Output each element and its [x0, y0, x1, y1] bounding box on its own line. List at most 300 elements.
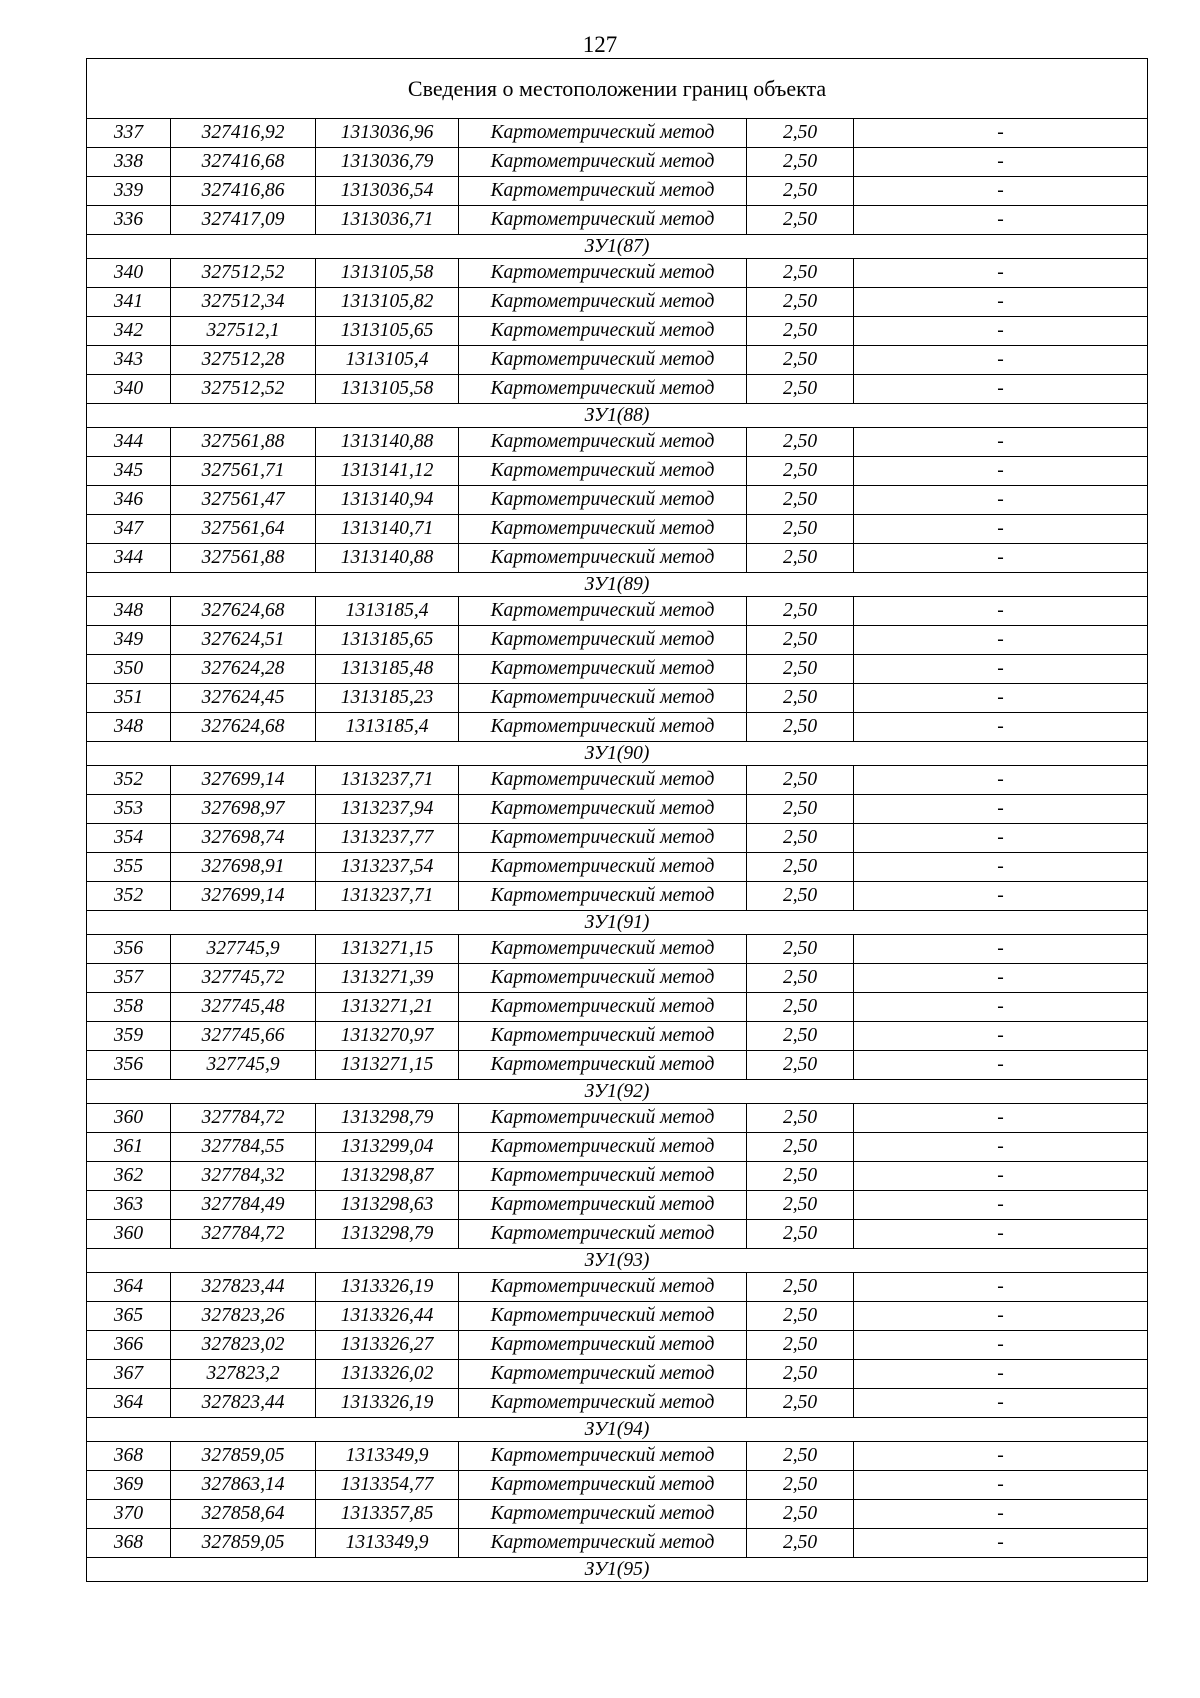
section-label: ЗУ1(90) [87, 742, 1148, 766]
description-cell: - [854, 317, 1148, 346]
y-coordinate-cell: 1313349,9 [316, 1529, 459, 1558]
method-cell: Картометрический метод [459, 177, 747, 206]
y-coordinate-cell: 1313298,87 [316, 1162, 459, 1191]
point-number-cell: 345 [87, 457, 171, 486]
method-cell: Картометрический метод [459, 824, 747, 853]
section-label: ЗУ1(89) [87, 573, 1148, 597]
accuracy-cell: 2,50 [747, 853, 854, 882]
point-number-cell: 343 [87, 346, 171, 375]
y-coordinate-cell: 1313140,94 [316, 486, 459, 515]
accuracy-cell: 2,50 [747, 1104, 854, 1133]
x-coordinate-cell: 327823,44 [171, 1273, 316, 1302]
accuracy-cell: 2,50 [747, 375, 854, 404]
table-row [87, 1191, 1148, 1220]
point-number-cell: 364 [87, 1273, 171, 1302]
method-cell: Картометрический метод [459, 935, 747, 964]
x-coordinate-cell: 327624,68 [171, 713, 316, 742]
table-title-row [87, 59, 1148, 119]
table-row [87, 935, 1148, 964]
description-cell: - [854, 1191, 1148, 1220]
description-cell: - [854, 1220, 1148, 1249]
point-number-cell: 340 [87, 375, 171, 404]
section-row [87, 573, 1148, 597]
x-coordinate-cell: 327416,86 [171, 177, 316, 206]
table-row [87, 544, 1148, 573]
table-row [87, 119, 1148, 148]
description-cell: - [854, 1500, 1148, 1529]
description-cell: - [854, 457, 1148, 486]
table-row [87, 1104, 1148, 1133]
method-cell: Картометрический метод [459, 1360, 747, 1389]
accuracy-cell: 2,50 [747, 1051, 854, 1080]
description-cell: - [854, 655, 1148, 684]
table-row [87, 1360, 1148, 1389]
description-cell: - [854, 684, 1148, 713]
method-cell: Картометрический метод [459, 544, 747, 573]
description-cell: - [854, 1302, 1148, 1331]
method-cell: Картометрический метод [459, 206, 747, 235]
y-coordinate-cell: 1313105,58 [316, 259, 459, 288]
y-coordinate-cell: 1313349,9 [316, 1442, 459, 1471]
method-cell: Картометрический метод [459, 1389, 747, 1418]
x-coordinate-cell: 327512,52 [171, 259, 316, 288]
point-number-cell: 364 [87, 1389, 171, 1418]
table-row [87, 1051, 1148, 1080]
description-cell: - [854, 597, 1148, 626]
accuracy-cell: 2,50 [747, 713, 854, 742]
y-coordinate-cell: 1313271,15 [316, 1051, 459, 1080]
section-label: ЗУ1(92) [87, 1080, 1148, 1104]
x-coordinate-cell: 327863,14 [171, 1471, 316, 1500]
table-row [87, 882, 1148, 911]
point-number-cell: 356 [87, 935, 171, 964]
description-cell: - [854, 1360, 1148, 1389]
y-coordinate-cell: 1313185,4 [316, 713, 459, 742]
method-cell: Картометрический метод [459, 1331, 747, 1360]
accuracy-cell: 2,50 [747, 206, 854, 235]
x-coordinate-cell: 327561,64 [171, 515, 316, 544]
method-cell: Картометрический метод [459, 882, 747, 911]
section-label: ЗУ1(87) [87, 235, 1148, 259]
point-number-cell: 360 [87, 1220, 171, 1249]
method-cell: Картометрический метод [459, 515, 747, 544]
method-cell: Картометрический метод [459, 1273, 747, 1302]
accuracy-cell: 2,50 [747, 259, 854, 288]
y-coordinate-cell: 1313298,79 [316, 1220, 459, 1249]
table-row [87, 853, 1148, 882]
table-row [87, 486, 1148, 515]
table-row [87, 317, 1148, 346]
x-coordinate-cell: 327561,88 [171, 544, 316, 573]
x-coordinate-cell: 327823,02 [171, 1331, 316, 1360]
y-coordinate-cell: 1313036,54 [316, 177, 459, 206]
description-cell: - [854, 119, 1148, 148]
x-coordinate-cell: 327624,68 [171, 597, 316, 626]
y-coordinate-cell: 1313105,4 [316, 346, 459, 375]
point-number-cell: 348 [87, 597, 171, 626]
section-row [87, 742, 1148, 766]
table-row [87, 177, 1148, 206]
accuracy-cell: 2,50 [747, 1133, 854, 1162]
table-row [87, 964, 1148, 993]
x-coordinate-cell: 327698,97 [171, 795, 316, 824]
description-cell: - [854, 626, 1148, 655]
description-cell: - [854, 1162, 1148, 1191]
method-cell: Картометрический метод [459, 766, 747, 795]
x-coordinate-cell: 327417,09 [171, 206, 316, 235]
y-coordinate-cell: 1313141,12 [316, 457, 459, 486]
method-cell: Картометрический метод [459, 317, 747, 346]
table-row [87, 1220, 1148, 1249]
description-cell: - [854, 1051, 1148, 1080]
y-coordinate-cell: 1313326,19 [316, 1389, 459, 1418]
point-number-cell: 357 [87, 964, 171, 993]
table-row [87, 259, 1148, 288]
table-row [87, 428, 1148, 457]
description-cell: - [854, 206, 1148, 235]
x-coordinate-cell: 327512,34 [171, 288, 316, 317]
accuracy-cell: 2,50 [747, 1529, 854, 1558]
description-cell: - [854, 1389, 1148, 1418]
y-coordinate-cell: 1313140,88 [316, 428, 459, 457]
y-coordinate-cell: 1313185,23 [316, 684, 459, 713]
point-number-cell: 340 [87, 259, 171, 288]
table-row [87, 1529, 1148, 1558]
accuracy-cell: 2,50 [747, 1442, 854, 1471]
x-coordinate-cell: 327858,64 [171, 1500, 316, 1529]
accuracy-cell: 2,50 [747, 1220, 854, 1249]
x-coordinate-cell: 327698,74 [171, 824, 316, 853]
accuracy-cell: 2,50 [747, 317, 854, 346]
description-cell: - [854, 1331, 1148, 1360]
accuracy-cell: 2,50 [747, 1162, 854, 1191]
table-row [87, 1162, 1148, 1191]
accuracy-cell: 2,50 [747, 1500, 854, 1529]
point-number-cell: 362 [87, 1162, 171, 1191]
point-number-cell: 339 [87, 177, 171, 206]
method-cell: Картометрический метод [459, 655, 747, 684]
x-coordinate-cell: 327745,66 [171, 1022, 316, 1051]
table-row [87, 1022, 1148, 1051]
x-coordinate-cell: 327416,92 [171, 119, 316, 148]
y-coordinate-cell: 1313105,65 [316, 317, 459, 346]
point-number-cell: 358 [87, 993, 171, 1022]
accuracy-cell: 2,50 [747, 824, 854, 853]
accuracy-cell: 2,50 [747, 935, 854, 964]
method-cell: Картометрический метод [459, 1471, 747, 1500]
section-row [87, 235, 1148, 259]
x-coordinate-cell: 327698,91 [171, 853, 316, 882]
section-label: ЗУ1(93) [87, 1249, 1148, 1273]
y-coordinate-cell: 1313105,58 [316, 375, 459, 404]
description-cell: - [854, 428, 1148, 457]
y-coordinate-cell: 1313326,27 [316, 1331, 459, 1360]
y-coordinate-cell: 1313298,63 [316, 1191, 459, 1220]
method-cell: Картометрический метод [459, 713, 747, 742]
method-cell: Картометрический метод [459, 597, 747, 626]
table-row [87, 288, 1148, 317]
accuracy-cell: 2,50 [747, 964, 854, 993]
x-coordinate-cell: 327784,49 [171, 1191, 316, 1220]
section-label: ЗУ1(91) [87, 911, 1148, 935]
y-coordinate-cell: 1313271,21 [316, 993, 459, 1022]
table-row [87, 206, 1148, 235]
y-coordinate-cell: 1313036,96 [316, 119, 459, 148]
accuracy-cell: 2,50 [747, 1022, 854, 1051]
method-cell: Картометрический метод [459, 346, 747, 375]
method-cell: Картометрический метод [459, 375, 747, 404]
x-coordinate-cell: 327699,14 [171, 766, 316, 795]
table-row [87, 1133, 1148, 1162]
y-coordinate-cell: 1313105,82 [316, 288, 459, 317]
accuracy-cell: 2,50 [747, 1273, 854, 1302]
description-cell: - [854, 993, 1148, 1022]
point-number-cell: 344 [87, 544, 171, 573]
section-row [87, 1558, 1148, 1582]
description-cell: - [854, 544, 1148, 573]
table-row [87, 597, 1148, 626]
section-label: ЗУ1(88) [87, 404, 1148, 428]
x-coordinate-cell: 327561,88 [171, 428, 316, 457]
description-cell: - [854, 1273, 1148, 1302]
table-row [87, 766, 1148, 795]
table-row [87, 375, 1148, 404]
table-row [87, 655, 1148, 684]
accuracy-cell: 2,50 [747, 177, 854, 206]
point-number-cell: 369 [87, 1471, 171, 1500]
method-cell: Картометрический метод [459, 119, 747, 148]
point-number-cell: 360 [87, 1104, 171, 1133]
y-coordinate-cell: 1313326,19 [316, 1273, 459, 1302]
x-coordinate-cell: 327416,68 [171, 148, 316, 177]
x-coordinate-cell: 327561,47 [171, 486, 316, 515]
description-cell: - [854, 882, 1148, 911]
x-coordinate-cell: 327784,55 [171, 1133, 316, 1162]
point-number-cell: 368 [87, 1442, 171, 1471]
description-cell: - [854, 1133, 1148, 1162]
accuracy-cell: 2,50 [747, 486, 854, 515]
point-number-cell: 344 [87, 428, 171, 457]
y-coordinate-cell: 1313185,4 [316, 597, 459, 626]
accuracy-cell: 2,50 [747, 1331, 854, 1360]
y-coordinate-cell: 1313036,71 [316, 206, 459, 235]
x-coordinate-cell: 327745,9 [171, 935, 316, 964]
table-row [87, 1302, 1148, 1331]
y-coordinate-cell: 1313140,88 [316, 544, 459, 573]
method-cell: Картометрический метод [459, 1500, 747, 1529]
point-number-cell: 349 [87, 626, 171, 655]
table-row [87, 515, 1148, 544]
method-cell: Картометрический метод [459, 259, 747, 288]
x-coordinate-cell: 327624,45 [171, 684, 316, 713]
x-coordinate-cell: 327624,28 [171, 655, 316, 684]
description-cell: - [854, 1529, 1148, 1558]
x-coordinate-cell: 327512,52 [171, 375, 316, 404]
accuracy-cell: 2,50 [747, 544, 854, 573]
point-number-cell: 351 [87, 684, 171, 713]
table-row [87, 713, 1148, 742]
y-coordinate-cell: 1313036,79 [316, 148, 459, 177]
description-cell: - [854, 964, 1148, 993]
accuracy-cell: 2,50 [747, 1191, 854, 1220]
point-number-cell: 342 [87, 317, 171, 346]
method-cell: Картометрический метод [459, 795, 747, 824]
accuracy-cell: 2,50 [747, 1389, 854, 1418]
method-cell: Картометрический метод [459, 1133, 747, 1162]
y-coordinate-cell: 1313271,39 [316, 964, 459, 993]
method-cell: Картометрический метод [459, 1051, 747, 1080]
method-cell: Картометрический метод [459, 964, 747, 993]
table-row [87, 684, 1148, 713]
x-coordinate-cell: 327823,2 [171, 1360, 316, 1389]
description-cell: - [854, 486, 1148, 515]
table-row [87, 1331, 1148, 1360]
table-row [87, 626, 1148, 655]
point-number-cell: 348 [87, 713, 171, 742]
method-cell: Картометрический метод [459, 1529, 747, 1558]
accuracy-cell: 2,50 [747, 597, 854, 626]
method-cell: Картометрический метод [459, 993, 747, 1022]
boundary-coordinates-table [86, 58, 1148, 1582]
y-coordinate-cell: 1313237,71 [316, 766, 459, 795]
point-number-cell: 361 [87, 1133, 171, 1162]
accuracy-cell: 2,50 [747, 626, 854, 655]
x-coordinate-cell: 327745,48 [171, 993, 316, 1022]
point-number-cell: 352 [87, 882, 171, 911]
y-coordinate-cell: 1313270,97 [316, 1022, 459, 1051]
accuracy-cell: 2,50 [747, 1302, 854, 1331]
accuracy-cell: 2,50 [747, 766, 854, 795]
point-number-cell: 354 [87, 824, 171, 853]
x-coordinate-cell: 327512,28 [171, 346, 316, 375]
accuracy-cell: 2,50 [747, 882, 854, 911]
description-cell: - [854, 375, 1148, 404]
point-number-cell: 346 [87, 486, 171, 515]
method-cell: Картометрический метод [459, 1191, 747, 1220]
description-cell: - [854, 177, 1148, 206]
page-number: 127 [582, 32, 618, 57]
description-cell: - [854, 853, 1148, 882]
method-cell: Картометрический метод [459, 457, 747, 486]
table-row [87, 795, 1148, 824]
point-number-cell: 359 [87, 1022, 171, 1051]
accuracy-cell: 2,50 [747, 288, 854, 317]
table-row [87, 1471, 1148, 1500]
table-row [87, 148, 1148, 177]
method-cell: Картометрический метод [459, 1104, 747, 1133]
method-cell: Картометрический метод [459, 288, 747, 317]
accuracy-cell: 2,50 [747, 457, 854, 486]
y-coordinate-cell: 1313185,48 [316, 655, 459, 684]
x-coordinate-cell: 327784,72 [171, 1104, 316, 1133]
method-cell: Картометрический метод [459, 1442, 747, 1471]
accuracy-cell: 2,50 [747, 993, 854, 1022]
table-title: Сведения о местоположении границ объекта [87, 59, 1148, 119]
table-row [87, 346, 1148, 375]
point-number-cell: 347 [87, 515, 171, 544]
accuracy-cell: 2,50 [747, 346, 854, 375]
x-coordinate-cell: 327745,9 [171, 1051, 316, 1080]
description-cell: - [854, 935, 1148, 964]
table-row [87, 824, 1148, 853]
description-cell: - [854, 1442, 1148, 1471]
x-coordinate-cell: 327823,44 [171, 1389, 316, 1418]
y-coordinate-cell: 1313237,54 [316, 853, 459, 882]
method-cell: Картометрический метод [459, 428, 747, 457]
y-coordinate-cell: 1313298,79 [316, 1104, 459, 1133]
method-cell: Картометрический метод [459, 626, 747, 655]
y-coordinate-cell: 1313185,65 [316, 626, 459, 655]
x-coordinate-cell: 327512,1 [171, 317, 316, 346]
point-number-cell: 363 [87, 1191, 171, 1220]
y-coordinate-cell: 1313354,77 [316, 1471, 459, 1500]
accuracy-cell: 2,50 [747, 684, 854, 713]
point-number-cell: 367 [87, 1360, 171, 1389]
method-cell: Картометрический метод [459, 853, 747, 882]
table-row [87, 1273, 1148, 1302]
method-cell: Картометрический метод [459, 684, 747, 713]
section-label: ЗУ1(94) [87, 1418, 1148, 1442]
table-body [87, 59, 1148, 1582]
point-number-cell: 341 [87, 288, 171, 317]
section-row [87, 1418, 1148, 1442]
accuracy-cell: 2,50 [747, 428, 854, 457]
method-cell: Картометрический метод [459, 1162, 747, 1191]
y-coordinate-cell: 1313237,77 [316, 824, 459, 853]
accuracy-cell: 2,50 [747, 655, 854, 684]
point-number-cell: 370 [87, 1500, 171, 1529]
description-cell: - [854, 259, 1148, 288]
table-row [87, 1500, 1148, 1529]
point-number-cell: 353 [87, 795, 171, 824]
accuracy-cell: 2,50 [747, 1471, 854, 1500]
y-coordinate-cell: 1313271,15 [316, 935, 459, 964]
section-row [87, 1080, 1148, 1104]
section-row [87, 404, 1148, 428]
accuracy-cell: 2,50 [747, 795, 854, 824]
point-number-cell: 350 [87, 655, 171, 684]
description-cell: - [854, 515, 1148, 544]
accuracy-cell: 2,50 [747, 119, 854, 148]
method-cell: Картометрический метод [459, 1022, 747, 1051]
table-row [87, 457, 1148, 486]
point-number-cell: 368 [87, 1529, 171, 1558]
y-coordinate-cell: 1313357,85 [316, 1500, 459, 1529]
x-coordinate-cell: 327624,51 [171, 626, 316, 655]
y-coordinate-cell: 1313140,71 [316, 515, 459, 544]
table-row [87, 993, 1148, 1022]
y-coordinate-cell: 1313237,94 [316, 795, 459, 824]
point-number-cell: 337 [87, 119, 171, 148]
method-cell: Картометрический метод [459, 1302, 747, 1331]
description-cell: - [854, 288, 1148, 317]
x-coordinate-cell: 327859,05 [171, 1529, 316, 1558]
description-cell: - [854, 824, 1148, 853]
method-cell: Картометрический метод [459, 1220, 747, 1249]
point-number-cell: 336 [87, 206, 171, 235]
section-row [87, 1249, 1148, 1273]
x-coordinate-cell: 327561,71 [171, 457, 316, 486]
y-coordinate-cell: 1313237,71 [316, 882, 459, 911]
x-coordinate-cell: 327745,72 [171, 964, 316, 993]
point-number-cell: 338 [87, 148, 171, 177]
point-number-cell: 352 [87, 766, 171, 795]
description-cell: - [854, 1471, 1148, 1500]
accuracy-cell: 2,50 [747, 1360, 854, 1389]
description-cell: - [854, 766, 1148, 795]
y-coordinate-cell: 1313326,02 [316, 1360, 459, 1389]
description-cell: - [854, 148, 1148, 177]
